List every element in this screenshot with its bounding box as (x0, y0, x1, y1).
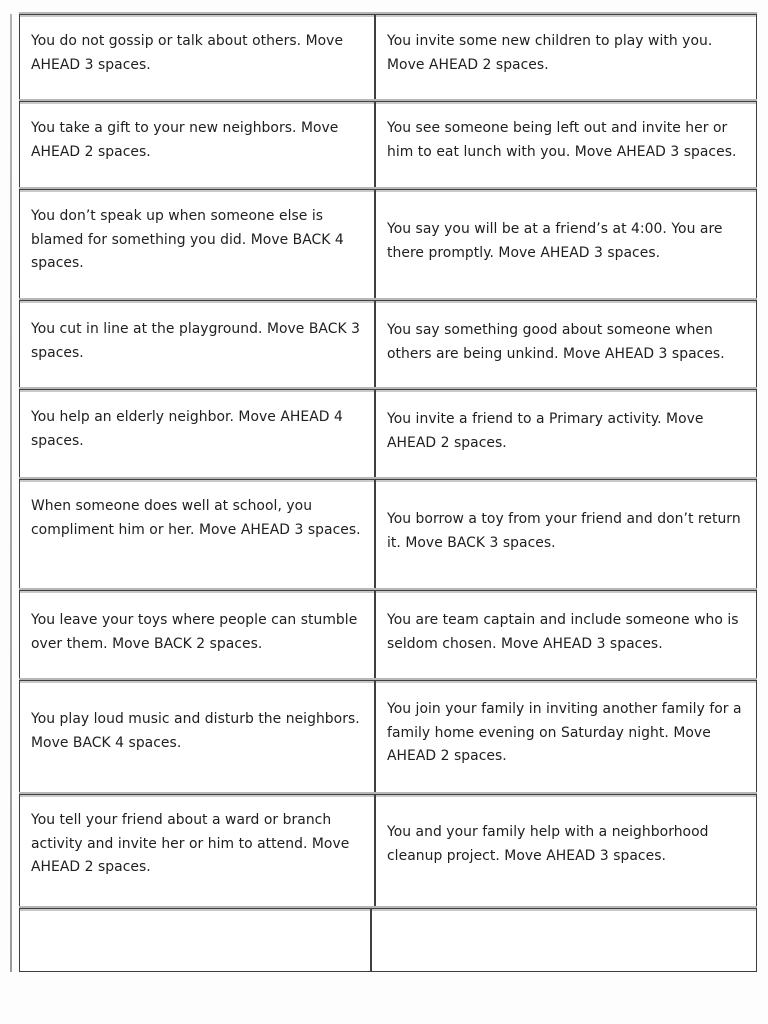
blank-card-cell (19, 908, 371, 972)
card-cell (375, 590, 757, 680)
card-text: You say you will be at a friend’s at 4:00. You are there promptly. Move AHEAD 3 spaces. (387, 221, 723, 261)
blank-card-cell (371, 908, 757, 972)
card-cell (19, 300, 375, 389)
card-text: You and your family help with a neighborhood cleanup project. Move AHEAD 3 spaces. (387, 824, 709, 864)
card-text: You see someone being left out and invite her or him to eat lunch with you. Move AHEAD 3 spaces. (387, 120, 737, 160)
card-text: You don’t speak up when someone else is blamed for something you did. Move BACK 4 spaces. (31, 208, 344, 271)
card-text: When someone does well at school, you compliment him or her. Move AHEAD 3 spaces. (31, 498, 361, 538)
card-cell (19, 389, 375, 479)
card-text: You play loud music and disturb the neighbors. Move BACK 4 spaces. (31, 711, 360, 751)
card-cell (19, 590, 375, 680)
card-text: You do not gossip or talk about others. Move AHEAD 3 spaces. (31, 33, 344, 73)
card-cell (375, 389, 757, 479)
card-text: You invite some new children to play with you. Move AHEAD 2 spaces. (387, 33, 713, 73)
card-cell (375, 14, 757, 101)
card-text: You take a gift to your new neighbors. Move AHEAD 2 spaces. (31, 120, 339, 160)
card-cell (375, 680, 757, 794)
card-cell (19, 189, 375, 300)
card-cell (19, 101, 375, 189)
card-text: You say something good about someone when others are being unkind. Move AHEAD 3 spaces. (387, 322, 725, 362)
card-text: You are team captain and include someone who is seldom chosen. Move AHEAD 3 spaces. (387, 612, 739, 652)
scan-edge (10, 14, 12, 972)
card-cell (375, 300, 757, 389)
card-cell (19, 680, 375, 794)
card-text: You invite a friend to a Primary activity. Move AHEAD 2 spaces. (387, 411, 704, 451)
card-cell (19, 479, 375, 590)
card-cell (375, 794, 757, 908)
card-cell (19, 794, 375, 908)
card-text: You cut in line at the playground. Move BACK 3 spaces. (31, 321, 361, 361)
card-text: You leave your toys where people can stumble over them. Move BACK 2 spaces. (31, 612, 358, 652)
card-text: You borrow a toy from your friend and don’t return it. Move BACK 3 spaces. (387, 511, 741, 551)
card-text: You join your family in inviting another family for a family home evening on Saturday night. Move AHEAD 2 spaces. (387, 701, 742, 764)
card-cell (375, 479, 757, 590)
card-text: You tell your friend about a ward or branch activity and invite her or him to attend. Move AHEAD 2 spaces. (31, 812, 350, 875)
card-cell (375, 189, 757, 300)
card-cell (375, 101, 757, 189)
card-text: You help an elderly neighbor. Move AHEAD 4 spaces. (31, 409, 343, 449)
card-cell (19, 14, 375, 101)
